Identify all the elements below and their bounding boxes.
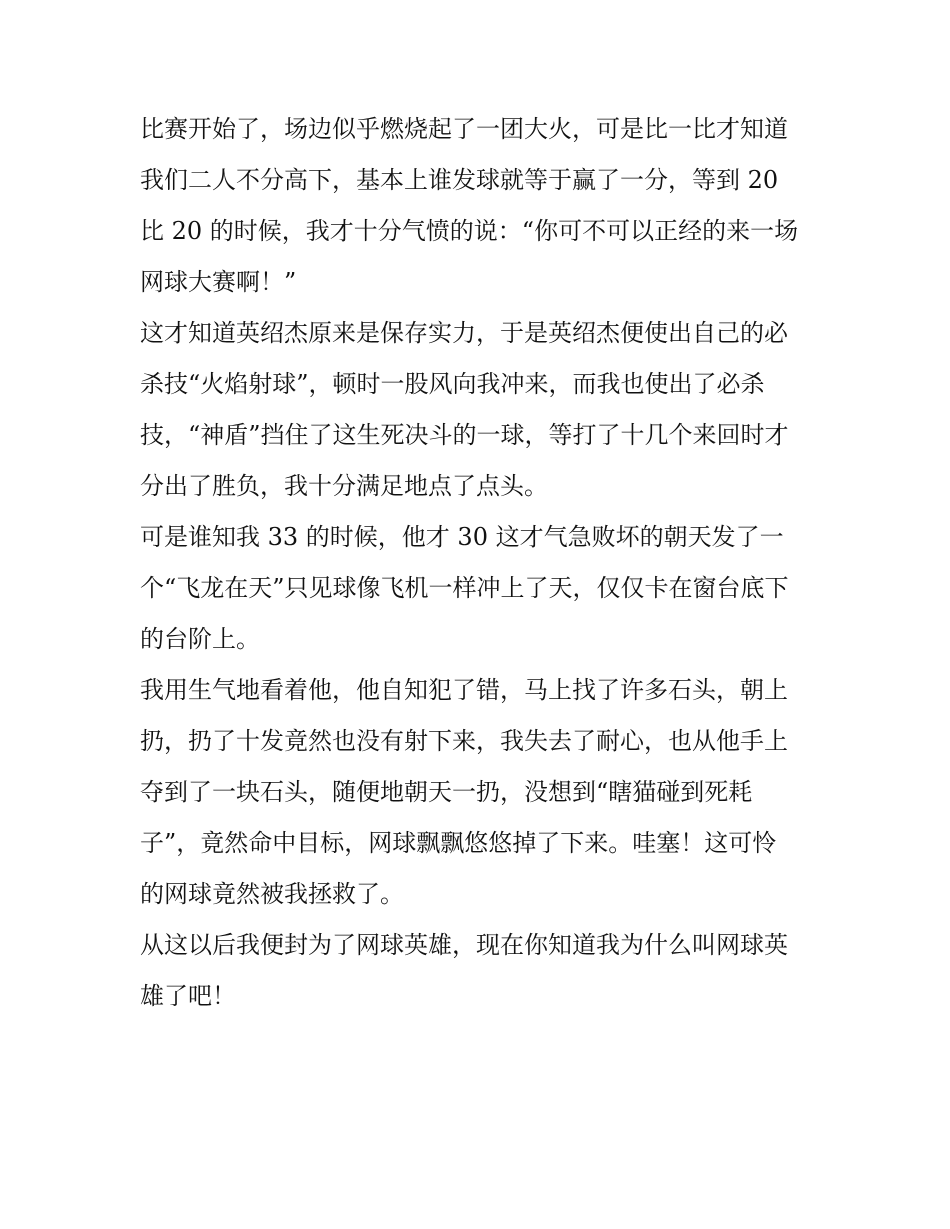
text-line: 个“飞龙在天”只见球像飞机一样冲上了天，仅仅卡在窗台底下 [140, 574, 789, 602]
body-text [140, 108, 830, 1026]
text-line: 扔，扔了十发竟然也没有射下来，我失去了耐心，也从他手上 [140, 727, 788, 755]
text-line: 可是谁知我 33 的时候，他才 30 这才气急败坏的朝天发了一 [140, 523, 784, 551]
text-line: 我们二人不分高下，基本上谁发球就等于赢了一分，等到 20 [140, 166, 779, 194]
text-line: 的台阶上。 [140, 625, 260, 653]
text-line: 我用生气地看着他，他自知犯了错，马上找了许多石头，朝上 [140, 676, 788, 704]
text-line: 比赛开始了，场边似乎燃烧起了一团大火，可是比一比才知道 [140, 115, 788, 143]
text-line: 从这以后我便封为了网球英雄，现在你知道我为什么叫网球英 [140, 931, 788, 959]
text-line: 雄了吧！ [140, 982, 236, 1010]
text-line: 技，“神盾”挡住了这生死决斗的一球，等打了十几个来回时才 [140, 421, 789, 449]
text-line: 比 20 的时候，我才十分气愤的说：“你可不可以正经的来一场 [140, 217, 799, 245]
text-line: 这才知道英绍杰原来是保存实力，于是英绍杰便使出自己的必 [140, 319, 788, 347]
text-line: 分出了胜负，我十分满足地点了点头。 [140, 472, 548, 500]
text-line: 子”，竟然命中目标，网球飘飘悠悠掉了下来。哇塞！这可怜 [140, 829, 777, 857]
text-line: 的网球竟然被我拯救了。 [140, 880, 404, 908]
text-line: 杀技“火焰射球”，顿时一股风向我冲来，而我也使出了必杀 [140, 370, 765, 398]
text-line: 网球大赛啊！” [140, 268, 297, 296]
text-line: 夺到了一块石头，随便地朝天一扔，没想到“瞎猫碰到死耗 [140, 778, 753, 806]
